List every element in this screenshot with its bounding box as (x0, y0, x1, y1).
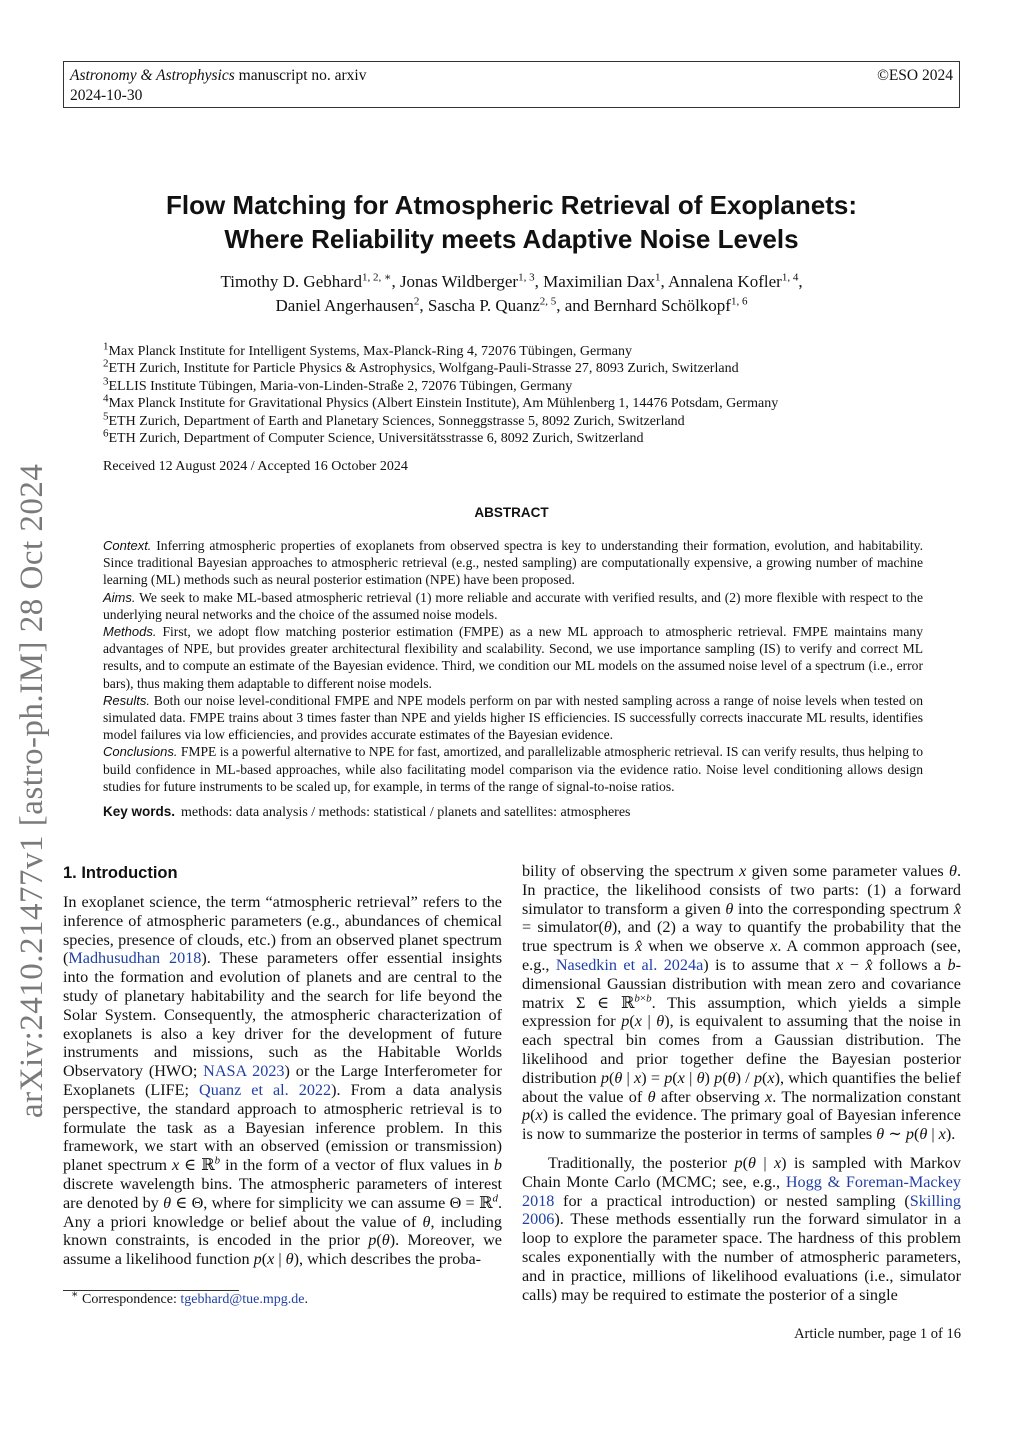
keywords-text: methods: data analysis / methods: statistical / planets and satellites: atmospheres (181, 805, 631, 820)
citation-link[interactable]: Quanz et al. 2022 (199, 1080, 332, 1099)
paper-title (63, 188, 960, 256)
authors-conjunction: and (564, 296, 590, 315)
footnote-label: Correspondence: (81, 1292, 177, 1307)
arxiv-identifier-stamp: arXiv:2410.21477v1 [astro-ph.IM] 28 Oct 2024 (14, 463, 50, 1118)
left-column (63, 862, 502, 1269)
footnote-marker: ∗ (71, 1288, 79, 1301)
keywords (103, 804, 631, 821)
author-name: Jonas Wildberger (399, 272, 519, 291)
author-affiliation-marks: 1 (654, 271, 661, 284)
journal-name: Astronomy & Astrophysics (70, 67, 235, 84)
copyright-notice: ©ESO 2024 (877, 67, 953, 84)
abstract-context-label: Context. (103, 538, 152, 553)
manuscript-label: manuscript no. arxiv (238, 67, 367, 84)
author-list: Timothy D. Gebhard$^{1, 2, ∗}$, Jonas Wildberger$^{1, 3}$, Maximilian Dax$^1$, Annalena Kofler$^{1, 4}$, Daniel Angerhausen$^2$, Sascha P. Quanz$^{2, 5}$, and Bernhard Schölkopf$^{1, 6}$ (220, 271, 803, 315)
abstract-methods: Methods. First, we adopt flow matching posterior estimation (FMPE) as a new ML approach to atmospheric retrieval. FMPE maintains many advantages of NPE, but provides greater architectural flexibility and scalability. Second, we use importance sampling (IS) to verify and correct ML results, and to compute an estimate of the Bayesian evidence. Third, we condition our ML models on the assumed noise level of a spectrum (i.e., error bars), thus making them adaptable to different noise models. (103, 624, 923, 691)
page-number: Article number, page 1 of 16 (794, 1326, 961, 1342)
affiliation-list (103, 340, 923, 447)
author-name: Annalena Kofler (668, 272, 782, 291)
abstract-methods-label: Methods. (103, 624, 157, 640)
affiliation-item: $^1$Max Planck Institute for Intelligent Systems, Max-Planck-Ring 4, 72076 Tübingen, Germany (103, 340, 632, 359)
header-journal-info (70, 66, 367, 106)
citation-link[interactable]: Nasedkin et al. 2024a (555, 955, 704, 974)
keywords-label: Key words. (103, 804, 176, 819)
affiliation-item: $^2$ETH Zurich, Institute for Particle Physics & Astrophysics, Wolfgang-Pauli-Strasse 27, 8093 Zurich, Switzerland (103, 357, 739, 377)
citation-link[interactable]: Skilling 2006 (522, 1191, 961, 1229)
abstract-aims-label: Aims. (103, 589, 136, 605)
footnote-rule (63, 1290, 239, 1291)
author-affiliation-marks: 2, 5 (539, 295, 557, 308)
body-paragraph: bility of observing the spectrum x given some parameter values θ. In practice, the likelihood consists of two parts: (1) a forward simulator to transform a given θ into the corresponding spectrum x̂ = simulator(θ), and (2) a way to quantify the probability that the true spectrum is x̂ when we observe x. A common approach (see, e.g., Nasedkin et al. 2024a) is to assume that x − x̂ follows a b-dimensional Gaussian distribution with mean zero and covariance matrix Σ ∈ ℝ$^{b\times b}$. This assumption, which yields a simple expression for p(x | θ), is equivalent to assuming that the noise in each spectral bin comes from a Gaussian distribution. The likelihood and prior together define the Bayesian posterior distribution p(θ | x) = p(x | θ) p(θ) / p(x), which quantifies the belief about the value of θ after observing x. The normalization constant p(x) is called the evidence. The primary goal of Bayesian inference is now to summarize the posterior in terms of samples θ ∼ p(θ | x). (522, 862, 962, 1144)
author-name: Sascha P. Quanz (427, 296, 540, 315)
author-affiliation-marks: 1, 4 (781, 271, 799, 284)
abstract-aims: Aims. We seek to make ML-based atmospheric retrieval (1) more reliable and accurate with verified results, and (2) more flexible with respect to the underlying neural networks and the choice of the assumed noise models. (103, 589, 923, 622)
author-affiliation-marks: 1, 2, ∗ (361, 271, 392, 284)
affiliation-item: $^6$ETH Zurich, Department of Computer Science, Universitätsstrasse 6, 8092 Zurich, Switzerland (103, 427, 644, 447)
abstract-conclusions-label: Conclusions. (103, 744, 178, 760)
author-affiliation-marks: 1, 3 (518, 271, 535, 284)
author-name: Maximilian Dax (543, 272, 655, 291)
abstract-results-label: Results. (103, 692, 150, 708)
abstract-conclusions: Conclusions. FMPE is a powerful alternative to NPE for fast, amortized, and parallelizable atmospheric retrieval. IS can verify results, thus helping to build confidence in ML-based approaches, while also facilitating model comparison via the evidence ratio. Noise level conditioning allows design studies for future instruments to be scaled up, for example, in terms of the range of signal-to-noise ratios. (103, 744, 923, 794)
title-line-2: Where Reliability meets Adaptive Noise Levels (224, 224, 799, 254)
header-box (63, 61, 960, 108)
author-name: Timothy D. Gebhard (220, 272, 362, 291)
citation-link[interactable]: Madhusudhan 2018 (68, 949, 202, 968)
abstract-context: Context. Inferring atmospheric properties of exoplanets from observed spectra is key to understanding their formation, evolution, and habitability. Since traditional Bayesian approaches to atmospheric retrieval (e.g., nested sampling) are computationally expensive, a growing number of machine learning (ML) methods such as neural posterior estimation (NPE) have been proposed. (103, 538, 923, 588)
affiliation-item: $^5$ETH Zurich, Department of Earth and Planetary Sciences, Sonneggstrasse 5, 8092 Zurich, Switzerland (103, 409, 685, 429)
abstract-results: Results. Both our noise level-conditional FMPE and NPE models perform on par with nested sampling across a range of noise levels when tested on simulated data. FMPE trains about 3 times faster than NPE and yields higher IS efficiencies. IS successfully corrects inaccurate ML results, identifies model failures via low efficiencies, and provides accurate estimates of the Bayesian evidence. (103, 692, 923, 743)
author-affiliation-marks: 1, 6 (730, 295, 748, 308)
citation-link[interactable]: Hogg & Foreman-Mackey 2018 (522, 1172, 961, 1210)
author-name: Daniel Angerhausen (275, 296, 414, 315)
right-column (522, 862, 961, 1304)
affiliation-item: $^3$ELLIS Institute Tübingen, Maria-von-Linden-Straße 2, 72076 Tübingen, Germany (103, 375, 573, 394)
correspondence-email-link[interactable]: tgebhard@tue.mpg.de (180, 1292, 305, 1307)
footnote: ∗ Correspondence: tgebhard@tue.mpg.de. (71, 1288, 308, 1307)
title-line-1: Flow Matching for Atmospheric Retrieval of Exoplanets: (165, 190, 858, 220)
body-paragraph: Traditionally, the posterior p(θ | x) is sampled with Markov Chain Monte Carlo (MCMC; see, e.g., Hogg & Foreman-Mackey 2018 for a practical introduction) or nested sampling (Skilling 2006). These methods essentially run the forward simulator in a loop to explore the parameter space. The hardness of this problem scales exponentially with the number of atmospheric parameters, and in practice, millions of likelihood evaluations (i.e., simulator calls) may be required to estimate the posterior of a single (522, 1153, 961, 1304)
affiliation-item: $^4$Max Planck Institute for Gravitational Physics (Albert Einstein Institute), Am Mühlenberg 1, 14476 Potsdam, Germany (103, 392, 779, 412)
manuscript-date: 2024-10-30 (70, 87, 143, 104)
received-accepted-dates: Received 12 August 2024 / Accepted 16 October 2024 (103, 459, 408, 474)
abstract-body (103, 537, 923, 795)
author-affiliation-marks: 2 (413, 295, 420, 308)
body-paragraph: In exoplanet science, the term “atmospheric retrieval” refers to the inference of atmospheric parameters (e.g., abundances of chemical species, presence of clouds, etc.) from an observed planet spectrum (Madhusudhan 2018). These parameters offer essential insights into the formation and evolution of planets and are central to the study of planetary habitability and the search for life beyond the Solar System. Consequently, the atmospheric characterization of exoplanets is also a key driver for the development of future instruments and missions, such as the Habitable Worlds Observatory (HWO; NASA 2023) or the Large Interferometer for Exoplanets (LIFE; Quanz et al. 2022). From a data analysis perspective, the standard approach to atmospheric retrieval is to formulate the task as a Bayesian inference problem. In this framework, we start with an observed (emission or transmission) planet spectrum x ∈ ℝ$^b$ in the form of a vector of flux values in b discrete wavelength bins. The atmospheric parameters of interest are denoted by θ ∈ Θ, where for simplicity we can assume Θ = ℝ$^d$. Any a priori knowledge or belief about the value of θ, including known constraints, is encoded in the prior p(θ). Moreover, we assume a likelihood function p(x | θ), which describes the proba- (63, 893, 503, 1269)
abstract-heading: ABSTRACT (474, 505, 549, 520)
citation-link[interactable]: NASA 2023 (203, 1062, 285, 1081)
section-heading: 1. Introduction (63, 864, 178, 882)
author-name: Bernhard Schölkopf (593, 296, 731, 315)
